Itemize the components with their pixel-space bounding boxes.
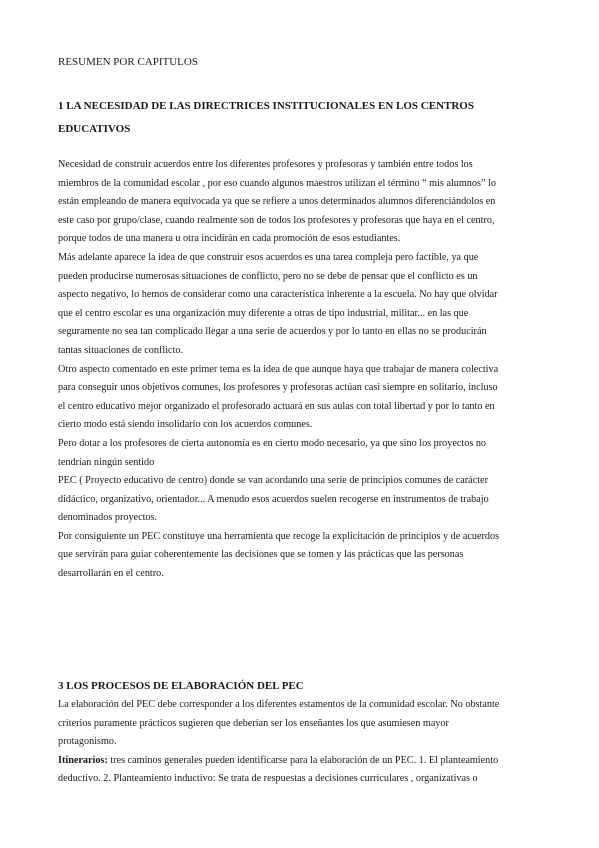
text-line: denominados proyectos.	[58, 512, 158, 524]
text-line: Por consiguiente un PEC constituye una herramienta que recoge la explicitación de principios y de acuerdos	[58, 530, 500, 542]
text-line: que el centro escolar es una organización muy diferente a otras de tipo industrial, militar... en las que	[58, 307, 469, 319]
text-line: cierto modo está siendo insolidario con los acuerdos comunes.	[58, 419, 313, 431]
text-line: que servirán para guiar coherentemente las decisiones que se tomen y las prácticas que las personas	[58, 549, 464, 561]
text-line: protagonismo.	[58, 736, 117, 748]
text-line: este caso por grupo/clase, cuando realmente son de todos los profesores y profesoras que haya en el centro,	[58, 214, 495, 226]
text-line: deductivo. 2. Planteamiento inductivo: Se trata de respuestas a decisiones curriculares , organizativas o	[58, 773, 478, 785]
text-line: Más adelante aparece la idea de que construir esos acuerdos es una tarea compleja pero factible, ya que	[58, 251, 479, 263]
document-title: RESUMEN POR CAPITULOS	[58, 56, 198, 68]
itinerarios-label: Itinerarios:	[58, 754, 108, 766]
text-line: aspecto negativo, lo hemos de considerar como una característica inherente a la escuela. No hay que olvidar	[58, 289, 498, 301]
text-line: porque todos de una manera u otra incidirán en cada promoción de esos estudiantes.	[58, 233, 401, 245]
text-line	[58, 752, 548, 771]
itinerarios-text: tres caminos generales pueden identificarse para la elaboración de un PEC. 1. El planteamiento	[107, 754, 499, 766]
text-line: desarrollarán en el centro.	[58, 568, 164, 580]
text-line: para conseguir unos objetivos comunes, los profesores y profesoras actúan casi siempre en solitario, incluso	[58, 382, 498, 394]
text-line: tendrían ningún sentido	[58, 456, 155, 468]
text-line: Necesidad de construir acuerdos entre los diferentes profesores y profesoras y también entre todos los	[58, 159, 473, 170]
text-line: La elaboración del PEC debe corresponder a los diferentes estamentos de la comunidad escolar. No obstante	[58, 699, 500, 710]
text-line: criterios puramente prácticos sugieren que deberían ser los enseñantes los que asumiesen mayor	[58, 717, 449, 729]
section1-body	[58, 156, 548, 584]
section1-heading-line-1: 1 LA NECESIDAD DE LAS DIRECTRICES INSTITUCIONALES EN LOS CENTROS	[58, 100, 474, 112]
text-line: seguramente no sea tan complicado llegar a una serie de acuerdos y por lo tanto en ellas no se producirán	[58, 326, 487, 338]
text-line: Otro aspecto comentado en este primer tema es la idea de que aunque haya que trabajar de manera colectiva	[58, 363, 499, 375]
text-line: Pero dotar a los profesores de cierta autonomía es en cierto modo necesario, ya que sino los proyectos no	[58, 437, 487, 449]
text-line: miembros de la comunidad escolar , por eso cuando algunos maestros utilizan el término “ mis alumnos” lo	[58, 177, 496, 189]
section1-heading-line-2: EDUCATIVOS	[58, 123, 131, 135]
text-line: didáctico, organizativo, orientador... A menudo esos acuerdos suelen recogerse en instrumentos de trabajo	[58, 493, 489, 505]
section3-heading: 3 LOS PROCESOS DE ELABORACIÓN DEL PEC	[58, 680, 304, 692]
text-line: PEC ( Proyecto educativo de centro) donde se van acordando una serie de principios comunes de carácter	[58, 475, 488, 487]
text-line: pueden producirse numerosas situaciones de conflicto, pero no se debe de pensar que el conflicto es un	[58, 270, 478, 282]
section3-body	[58, 696, 548, 789]
text-line: están empleando de manera equivocada ya que se refiere a unos determinados alumnos diferenciándolos en	[58, 196, 496, 208]
text-line: tantas situaciones de conflicto.	[58, 344, 184, 356]
text-line: el centro educativo mejor organizado el profesorado actuará en sus aulas con total libertad y por lo tanto en	[58, 400, 495, 412]
